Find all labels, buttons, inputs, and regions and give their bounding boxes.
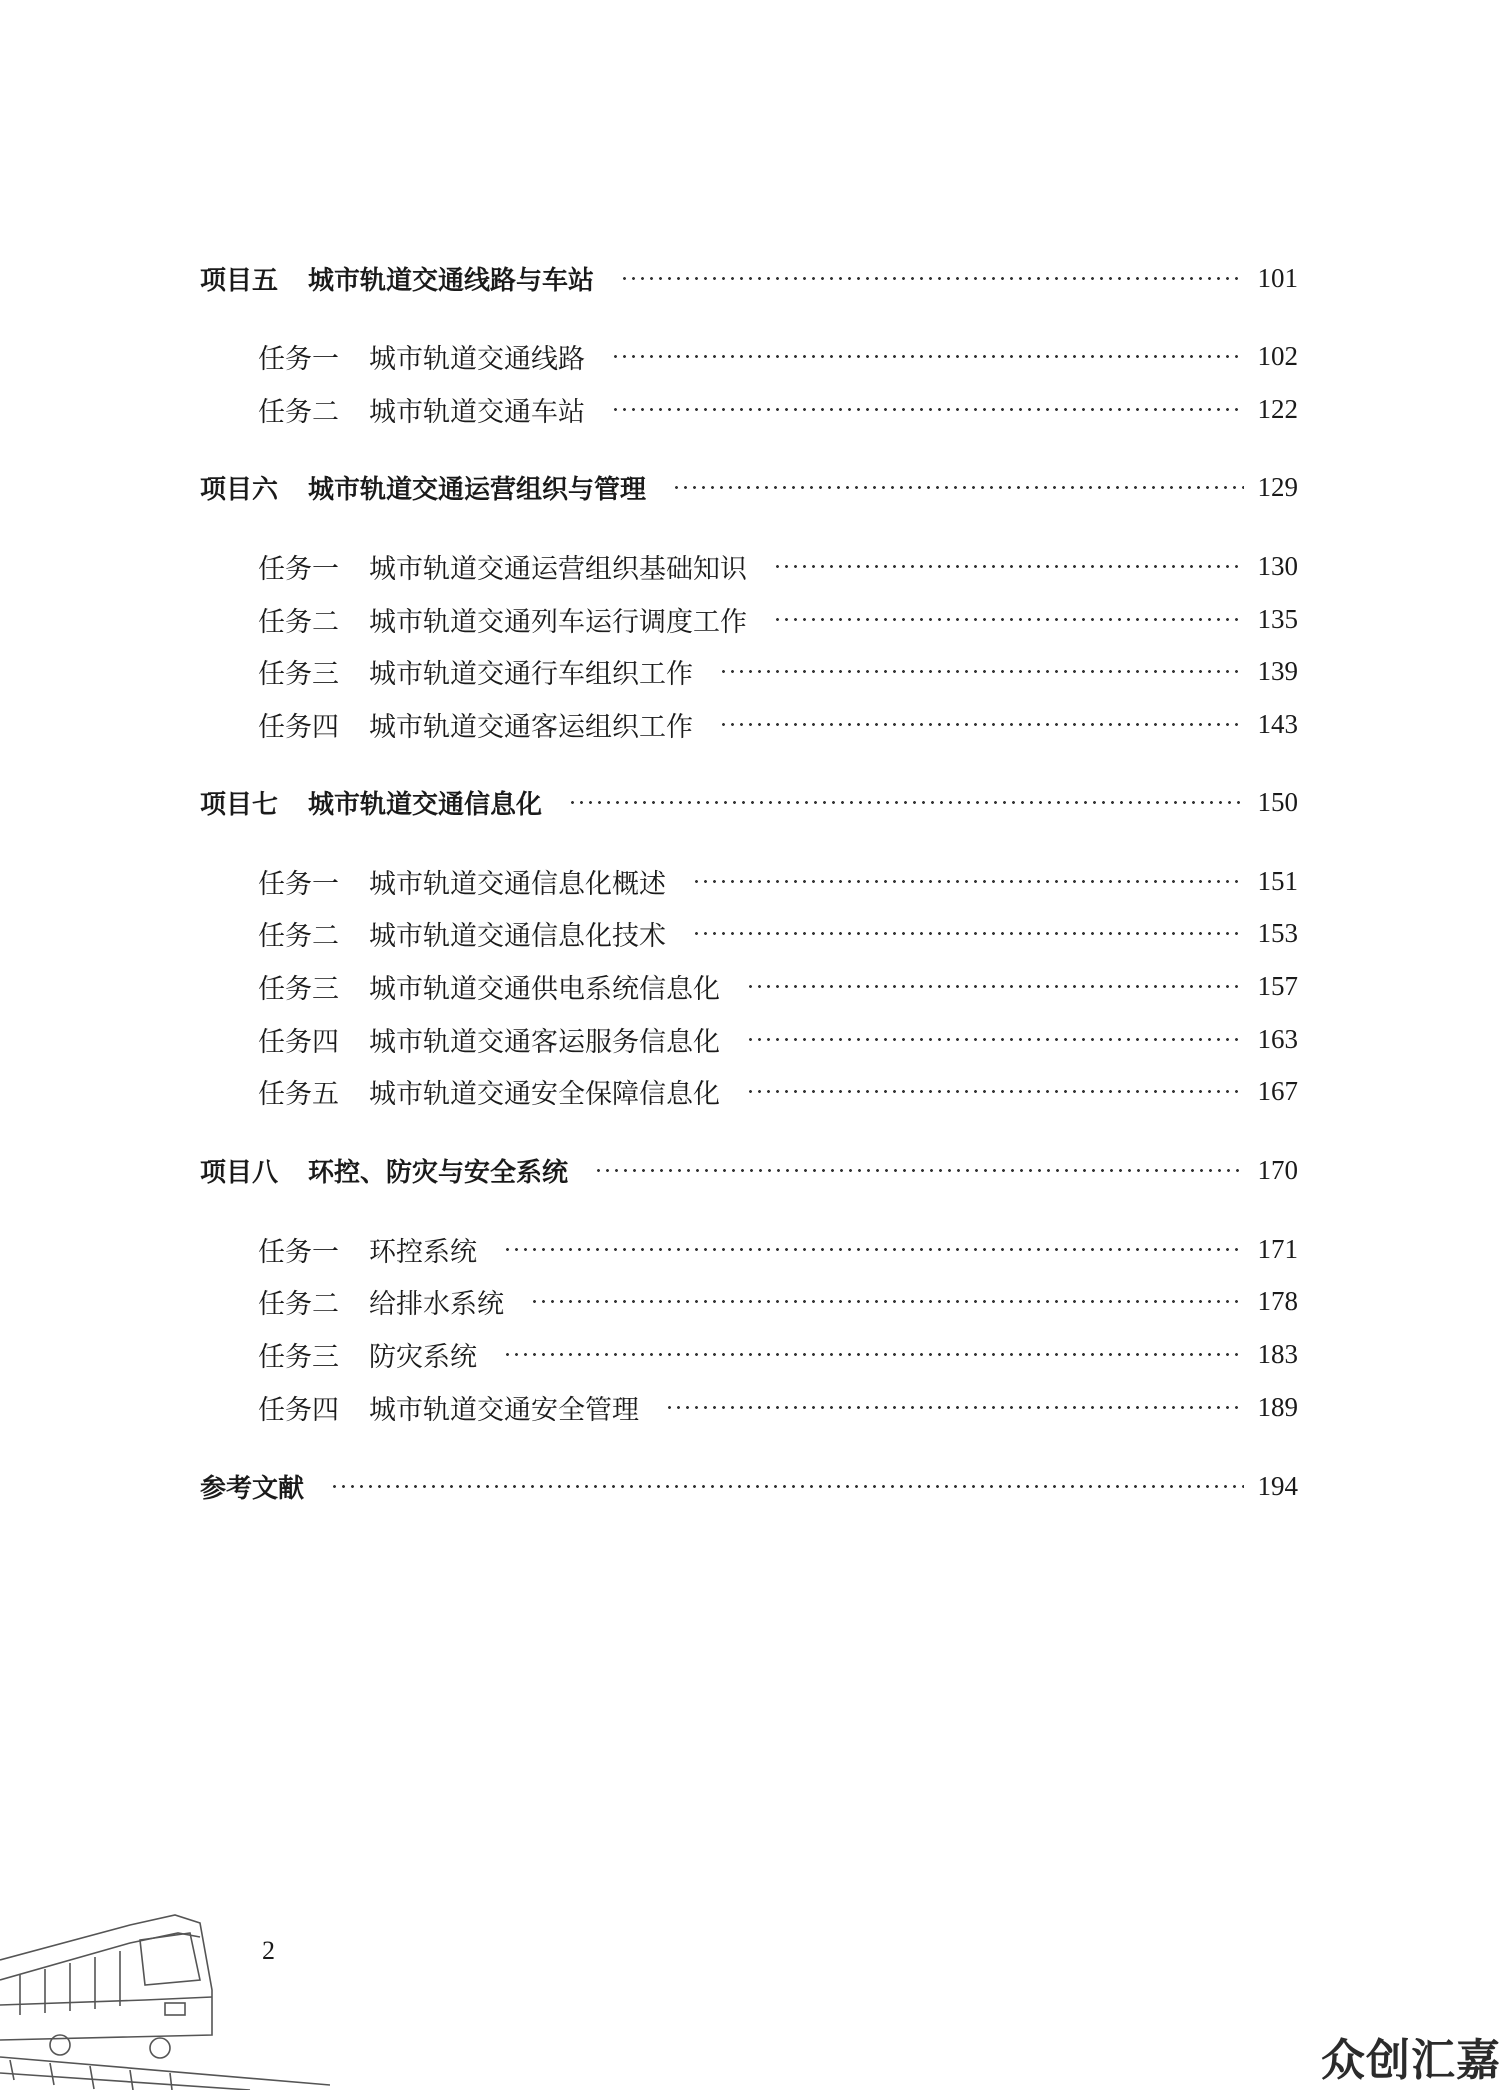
leader-dots [773, 565, 1244, 568]
toc-task[interactable] [258, 1387, 1298, 1427]
toc-number: 项目七 [200, 789, 279, 820]
leader-dots [330, 1485, 1243, 1488]
toc-number: 项目六 [200, 474, 279, 505]
toc-page: 170 [1257, 1154, 1298, 1185]
leader-dots [692, 932, 1244, 935]
toc-title: 城市轨道交通行车组织工作 [369, 658, 693, 690]
toc-project-8[interactable] [200, 1150, 1298, 1190]
toc-project-7[interactable] [200, 782, 1298, 822]
toc-page: 130 [1257, 550, 1298, 581]
leader-dots [503, 1248, 1244, 1251]
leader-dots [503, 1353, 1244, 1356]
leader-dots [692, 880, 1244, 883]
toc-number: 任务四 [258, 1026, 339, 1058]
toc-number: 任务三 [258, 658, 339, 690]
toc-number: 任务一 [258, 343, 339, 375]
toc-task[interactable] [258, 651, 1298, 691]
toc-page: 135 [1257, 603, 1298, 634]
toc-references[interactable] [200, 1466, 1298, 1506]
toc-page: 178 [1257, 1285, 1298, 1316]
toc-number: 任务五 [258, 1078, 339, 1110]
toc-task[interactable] [258, 599, 1298, 639]
toc-number: 任务二 [258, 920, 339, 952]
toc-number: 项目八 [200, 1157, 279, 1188]
leader-dots [611, 355, 1244, 358]
toc-number: 任务四 [258, 711, 339, 743]
toc-page: 194 [1257, 1470, 1298, 1501]
toc-page: 153 [1257, 917, 1298, 948]
toc-project-6[interactable] [200, 467, 1298, 507]
leader-dots [665, 1406, 1244, 1409]
toc-task[interactable] [258, 1019, 1298, 1059]
leader-dots [719, 723, 1244, 726]
toc-task[interactable] [258, 966, 1298, 1006]
toc-task[interactable] [258, 913, 1298, 953]
toc-title: 城市轨道交通线路与车站 [308, 265, 595, 296]
toc-page: 150 [1257, 786, 1298, 817]
toc-page: 163 [1257, 1023, 1298, 1054]
toc-title: 城市轨道交通列车运行调度工作 [369, 606, 747, 638]
toc-page: 102 [1257, 340, 1298, 371]
toc-title: 环控系统 [369, 1236, 477, 1268]
toc-title: 城市轨道交通信息化概述 [369, 868, 666, 900]
toc-number: 任务二 [258, 1288, 339, 1320]
toc-page: 189 [1257, 1391, 1298, 1422]
toc-title: 城市轨道交通信息化技术 [369, 920, 666, 952]
leader-dots [672, 486, 1243, 489]
toc-title: 城市轨道交通运营组织基础知识 [369, 553, 747, 585]
leader-dots [773, 618, 1244, 621]
toc-number: 任务一 [258, 868, 339, 900]
toc-page: 183 [1257, 1338, 1298, 1369]
toc-page: 101 [1257, 262, 1298, 293]
leader-dots [594, 1169, 1243, 1172]
toc-number: 项目五 [200, 265, 279, 296]
toc-title: 城市轨道交通供电系统信息化 [369, 973, 720, 1005]
toc-page: 151 [1257, 865, 1298, 896]
toc-title: 城市轨道交通客运服务信息化 [369, 1026, 720, 1058]
toc-task[interactable] [258, 389, 1298, 429]
toc-page: 167 [1257, 1075, 1298, 1106]
metro-train-illustration [0, 1885, 330, 2090]
leader-dots [719, 670, 1244, 673]
leader-dots [746, 1090, 1244, 1093]
toc-number: 任务一 [258, 553, 339, 585]
toc-page: 157 [1257, 970, 1298, 1001]
toc-title: 城市轨道交通线路 [369, 343, 585, 375]
toc-task[interactable] [258, 546, 1298, 586]
leader-dots [568, 801, 1243, 804]
toc-task[interactable] [258, 1334, 1298, 1374]
toc-title: 防灾系统 [369, 1341, 477, 1373]
leader-dots [620, 277, 1243, 280]
toc-title: 参考文献 [200, 1473, 305, 1504]
toc-project-5[interactable] [200, 258, 1298, 298]
toc-task[interactable] [258, 1071, 1298, 1111]
toc-task[interactable] [258, 1281, 1298, 1321]
leader-dots [746, 1038, 1244, 1041]
toc-task[interactable] [258, 336, 1298, 376]
toc-page: 171 [1257, 1233, 1298, 1264]
toc-number: 任务三 [258, 973, 339, 1005]
toc-task[interactable] [258, 861, 1298, 901]
toc-task[interactable] [258, 704, 1298, 744]
toc-title: 城市轨道交通信息化 [308, 789, 543, 820]
toc-title: 城市轨道交通安全管理 [369, 1394, 639, 1426]
leader-dots [746, 985, 1244, 988]
toc-number: 任务二 [258, 606, 339, 638]
toc-page: 129 [1257, 471, 1298, 502]
toc-title: 环控、防灾与安全系统 [308, 1157, 569, 1188]
toc-title: 城市轨道交通安全保障信息化 [369, 1078, 720, 1110]
toc-page: 122 [1257, 393, 1298, 424]
toc-page: 139 [1257, 655, 1298, 686]
toc-title: 城市轨道交通车站 [369, 396, 585, 428]
toc-page: 143 [1257, 708, 1298, 739]
toc-number: 任务二 [258, 396, 339, 428]
toc-title: 城市轨道交通运营组织与管理 [308, 474, 647, 505]
leader-dots [530, 1300, 1244, 1303]
toc-title: 城市轨道交通客运组织工作 [369, 711, 693, 743]
toc-number: 任务四 [258, 1394, 339, 1426]
watermark: 众创汇嘉 [1321, 2035, 1501, 2086]
toc-task[interactable] [258, 1229, 1298, 1269]
toc-number: 任务三 [258, 1341, 339, 1373]
leader-dots [611, 408, 1244, 411]
page-number: 2 [262, 1936, 275, 1965]
toc-title: 给排水系统 [369, 1288, 504, 1320]
toc-number: 任务一 [258, 1236, 339, 1268]
